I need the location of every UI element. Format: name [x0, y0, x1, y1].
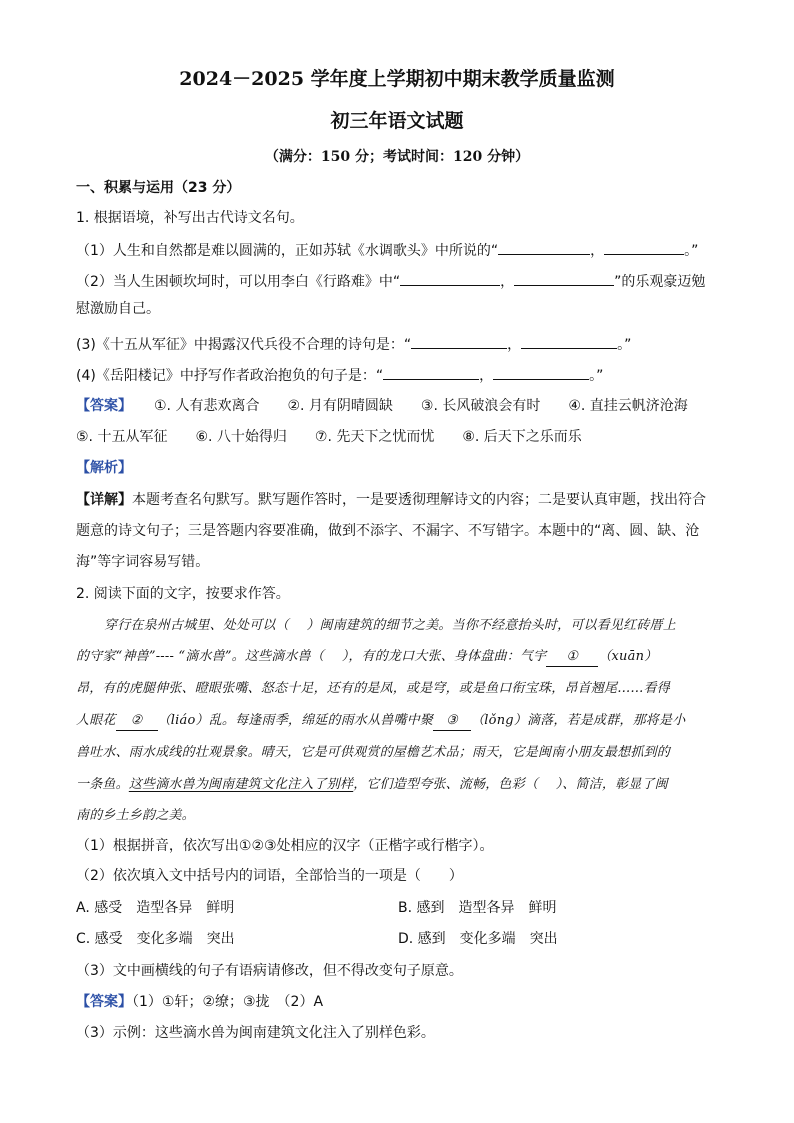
blank-3: ③ [433, 712, 471, 731]
q2-sub1: （1）根据拼音，依次写出①②③处相应的汉字（正楷字或行楷字）。 [76, 838, 494, 854]
q1-part2-text: （2）当人生困顿坎坷时，可以用李白《行路难》中“ [76, 274, 401, 290]
q1-part4-text: (4)《岳阳楼记》中抒写作者政治抱负的句子是：“ [76, 368, 384, 384]
q1-answer-row-1 [76, 396, 688, 416]
answer-blank [400, 271, 500, 286]
passage-line-3: 昂，有的虎腿伸张、瞪眼张嘴、怒态十足，还有的是凤，或是穹，或是鱼口衔宝珠，昂首翘尾……看得 [76, 681, 671, 696]
passage-text: ，它们造型夸张、流畅，色彩（ ）、简洁，彰显了闽 [353, 777, 668, 792]
detail-text: 本题考查名句默写。默写题作答时，一是要透彻理解诗文的内容；二是要认真审题，找出符合 [132, 492, 706, 508]
q1-answer-row-2 [76, 427, 582, 447]
section-heading: 一、积累与运用（23 分） [76, 180, 241, 196]
passage-text: （lǒng）滴落，若是成群，那将是小 [471, 713, 686, 728]
passage-line-1: 穿行在泉州古城里、处处可以（ ）闽南建筑的细节之美。当你不经意抬头时，可以看见红砖厝上 [104, 618, 676, 633]
q2-stem: 2. 阅读下面的文字，按要求作答。 [76, 586, 290, 602]
answer-item: ④. 直挂云帆济沧海 [568, 398, 688, 414]
passage-line-5: 兽吐水、雨水成线的壮观景象。晴天，它是可供观赏的屋檐艺术品；雨天，它是闽南小朋友最想抓到的 [76, 745, 671, 760]
q1-part3 [76, 334, 631, 355]
detail-line-2: 题意的诗文句子；三是答题内容要准确，做到不添字、不漏字、不写错字。本题中的“离、圆、缺、沧 [76, 523, 700, 539]
answer-label: 【答案】 [76, 994, 132, 1010]
passage-line-4 [76, 712, 685, 731]
answer-blank [521, 334, 617, 349]
answer-item: ③. 长风破浪会有时 [420, 398, 541, 414]
passage-line-2 [76, 648, 657, 667]
q1-part3-end: 。” [617, 337, 632, 353]
passage-text: 人眼花 [76, 713, 116, 728]
answer-item: ②. 月有阴晴圆缺 [287, 398, 393, 414]
option-c: C. 感受 变化多端 突出 [76, 931, 235, 947]
passage-line-7: 南的乡土乡韵之美。 [76, 808, 195, 823]
answer-item: ⑧. 后天下之乐而乐 [462, 429, 582, 445]
q1-part2-mid: ， [500, 274, 515, 290]
answer-item: ⑦. 先天下之忧而忧 [314, 429, 435, 445]
q1-stem: 1. 根据语境，补写出古代诗文名句。 [76, 210, 304, 226]
exam-subtitle: 初三年语文试题 [330, 110, 464, 132]
passage-text: 一条鱼。 [76, 777, 129, 792]
answer-blank [604, 240, 684, 255]
passage-text: 的守家“神兽”---- “滴水兽”。这些滴水兽（ ），有的龙口大张、身体盘曲：气宇 [76, 649, 547, 664]
q2-answer [76, 992, 323, 1012]
q1-part1 [76, 240, 698, 261]
answer-blank [383, 365, 479, 380]
answer-label: 【答案】 [76, 398, 132, 414]
answer-blank [498, 240, 590, 255]
analysis-label: 【解析】 [76, 460, 132, 476]
answer-blank [493, 365, 589, 380]
passage-line-6 [76, 776, 668, 794]
answer-item: ⑥. 八十始得归 [195, 429, 287, 445]
blank-2: ② [116, 712, 158, 731]
q1-part1-end: 。” [684, 243, 699, 259]
q1-part1-mid: ， [590, 243, 605, 259]
exam-title: 2024－2025 学年度上学期初中期末教学质量监测 [179, 68, 615, 90]
answer-text: （1）①轩；②缭；③拢 （2）A [132, 994, 324, 1010]
underlined-sentence: 这些滴水兽为闽南建筑文化注入了别样 [128, 777, 354, 792]
q1-part3-text: (3)《十五从军征》中揭露汉代兵役不合理的诗句是：“ [76, 337, 412, 353]
q1-part4 [76, 365, 603, 386]
detail-label: 【详解】 [76, 492, 132, 508]
q1-part4-end: 。” [589, 368, 604, 384]
q2-answer-3: （3）示例：这些滴水兽为闽南建筑文化注入了别样色彩。 [76, 1025, 435, 1041]
exam-info: （满分：150 分；考试时间：120 分钟） [264, 149, 530, 165]
option-a: A. 感受 造型各异 鲜明 [76, 900, 235, 916]
answer-blank [411, 334, 507, 349]
q1-part2-continuation: 慰激励自己。 [76, 301, 160, 317]
q1-part4-mid: ， [479, 368, 494, 384]
option-b: B. 感到 造型各异 鲜明 [398, 900, 557, 916]
answer-item: ⑤. 十五从军征 [76, 429, 168, 445]
detail-line-3: 海”等字词容易写错。 [76, 554, 210, 570]
answer-blank [514, 271, 614, 286]
q1-part2 [76, 271, 705, 292]
q1-part3-mid: ， [507, 337, 522, 353]
q1-part2-end: ”的乐观豪迈勉 [614, 274, 706, 290]
passage-text: （liáo）乱。每逢雨季，绵延的雨水从兽嘴中聚 [157, 713, 434, 728]
detail-line-1 [76, 490, 706, 510]
answer-item: ①. 人有悲欢离合 [154, 398, 260, 414]
q1-part1-text: （1）人生和自然都是难以圆满的，正如苏轼《水调歌头》中所说的“ [76, 243, 499, 259]
blank-1: ① [546, 648, 598, 667]
option-d: D. 感到 变化多端 突出 [398, 931, 558, 947]
q2-sub3: （3）文中画横线的句子有语病请修改，但不得改变句子原意。 [76, 963, 463, 979]
q2-sub2: （2）依次填入文中括号内的词语，全部恰当的一项是（ ） [76, 868, 463, 884]
passage-text: （xuān） [598, 649, 658, 664]
